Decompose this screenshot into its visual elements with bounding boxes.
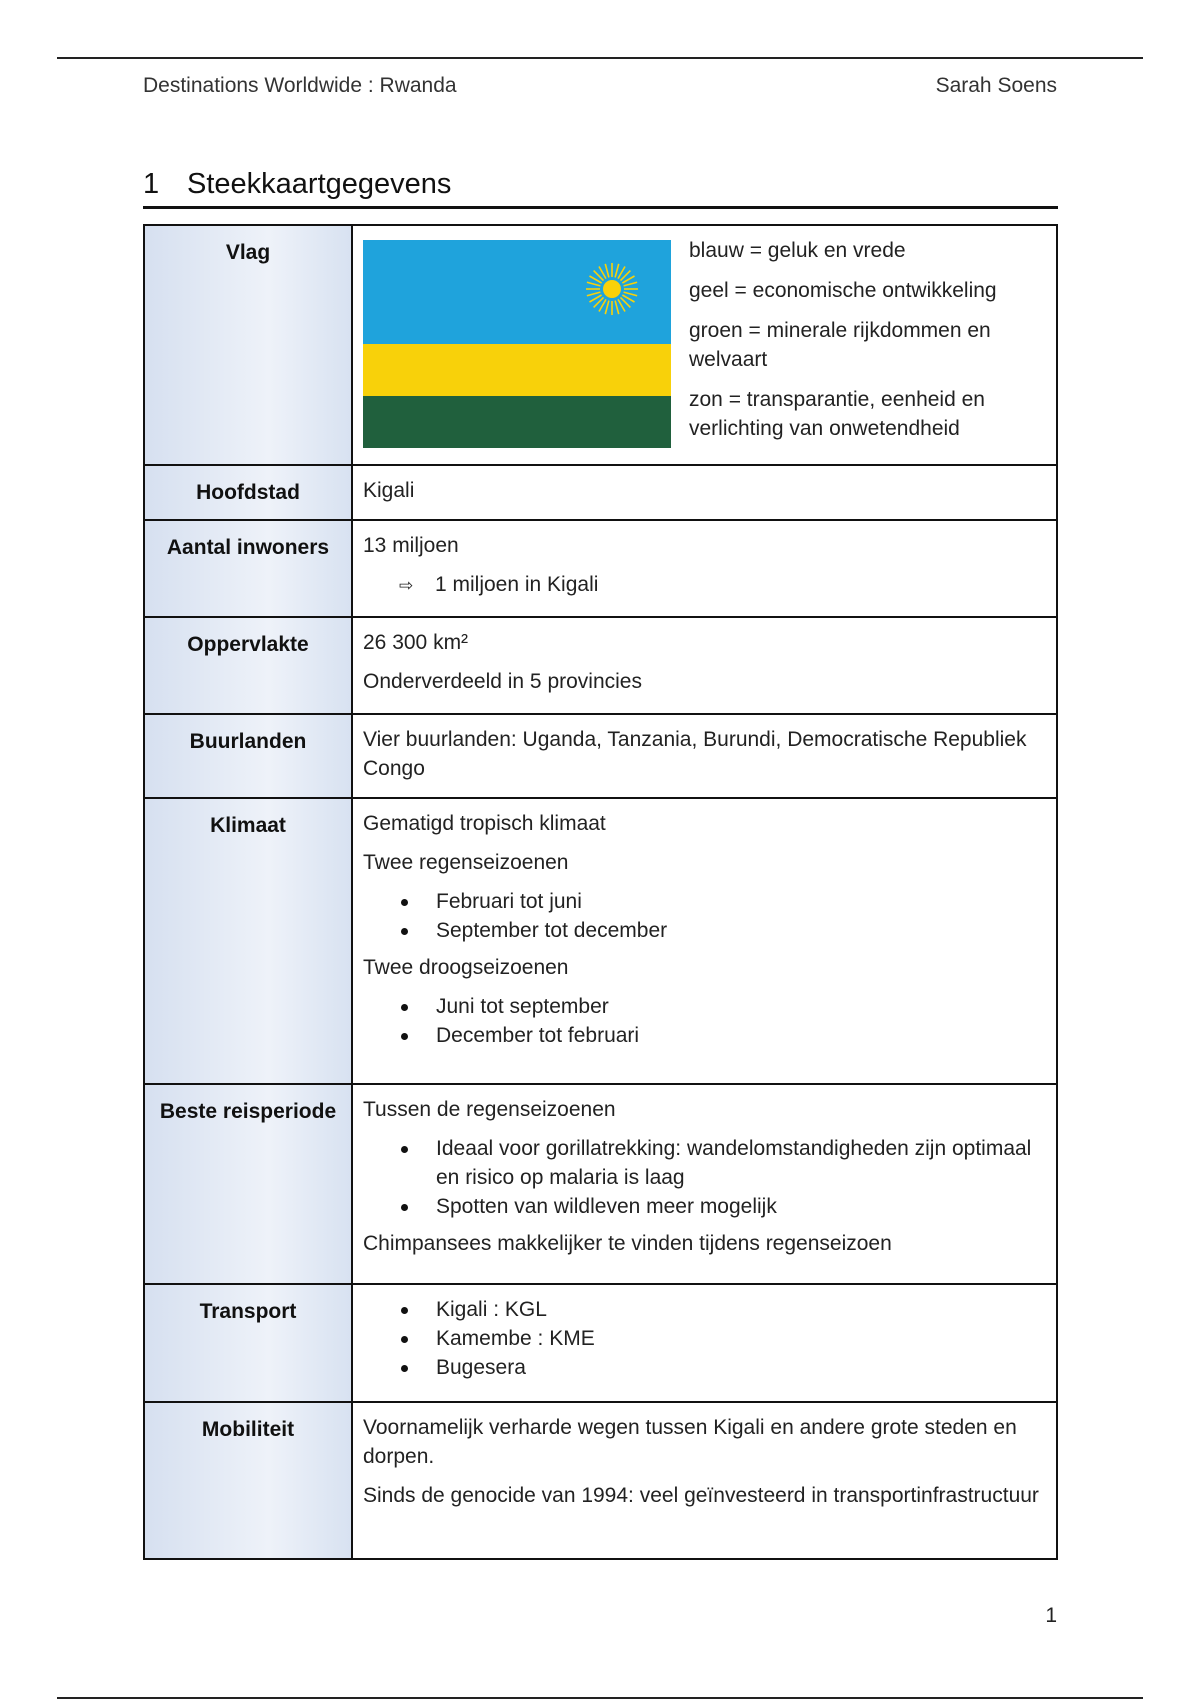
value-reisperiode bbox=[352, 1084, 1057, 1284]
inwoners-sub-text: 1 miljoen in Kigali bbox=[435, 573, 599, 596]
klimaat-rain-title: Twee regenseizoenen bbox=[363, 851, 569, 874]
row-reisperiode bbox=[144, 1084, 1057, 1284]
section-title: Steekkaartgegevens bbox=[187, 168, 452, 200]
label-reisperiode: Beste reisperiode bbox=[144, 1084, 352, 1284]
row-buurlanden bbox=[144, 714, 1057, 798]
flag-meanings bbox=[689, 236, 1046, 454]
list-item: Kigali : KGL bbox=[363, 1295, 1046, 1324]
label-klimaat: Klimaat bbox=[144, 798, 352, 1084]
row-mobiliteit bbox=[144, 1402, 1057, 1559]
value-buurlanden: Vier buurlanden: Uganda, Tanzania, Burundi, Democratische Republiek Congo bbox=[352, 714, 1057, 798]
page-number: 1 bbox=[1045, 1604, 1057, 1627]
top-rule bbox=[57, 57, 1143, 59]
section-number: 1 bbox=[143, 168, 160, 200]
klimaat-dry-list bbox=[363, 992, 1046, 1050]
flag-green-band bbox=[363, 396, 671, 448]
label-inwoners: Aantal inwoners bbox=[144, 520, 352, 617]
inwoners-sub bbox=[363, 570, 1046, 600]
value-vlag bbox=[352, 225, 1057, 465]
section-heading bbox=[143, 168, 1058, 209]
row-inwoners bbox=[144, 520, 1057, 617]
row-hoofdstad bbox=[144, 465, 1057, 520]
rwanda-flag-image bbox=[363, 240, 671, 448]
row-klimaat bbox=[144, 798, 1057, 1084]
flag-yellow-band bbox=[363, 344, 671, 396]
list-item: Ideaal voor gorillatrekking: wandelomstandigheden zijn optimaal en risico op malaria is laag bbox=[363, 1134, 1046, 1192]
flag-meaning-green: groen = minerale rijkdommen en welvaart bbox=[689, 319, 991, 371]
oppervlakte-area: 26 300 km² bbox=[363, 631, 469, 654]
mobiliteit-p2: Sinds de genocide van 1994: veel geïnvesteerd in transportinfrastructuur bbox=[363, 1484, 1039, 1507]
value-hoofdstad: Kigali bbox=[352, 465, 1057, 520]
bottom-rule bbox=[57, 1697, 1143, 1699]
oppervlakte-provinces: Onderverdeeld in 5 provincies bbox=[363, 670, 642, 693]
flag-meaning-sun: zon = transparantie, eenheid en verlichting van onwetendheid bbox=[689, 388, 985, 440]
klimaat-rain-list bbox=[363, 887, 1046, 945]
mobiliteit-p1: Voornamelijk verharde wegen tussen Kigali en andere grote steden en dorpen. bbox=[363, 1416, 1017, 1468]
row-oppervlakte bbox=[144, 617, 1057, 714]
arrow-icon: ⇨ bbox=[399, 576, 414, 595]
value-transport bbox=[352, 1284, 1057, 1402]
reisperiode-outro: Chimpansees makkelijker te vinden tijdens regenseizoen bbox=[363, 1232, 892, 1255]
list-item: Spotten van wildleven meer mogelijk bbox=[363, 1192, 1046, 1221]
flag-meaning-blue: blauw = geluk en vrede bbox=[689, 239, 906, 262]
klimaat-dry-title: Twee droogseizoenen bbox=[363, 956, 569, 979]
value-inwoners bbox=[352, 520, 1057, 617]
list-item: September tot december bbox=[363, 916, 1046, 945]
reisperiode-intro: Tussen de regenseizoenen bbox=[363, 1098, 616, 1121]
value-klimaat bbox=[352, 798, 1057, 1084]
klimaat-intro: Gematigd tropisch klimaat bbox=[363, 812, 606, 835]
list-item: Bugesera bbox=[363, 1353, 1046, 1382]
flag-sun-icon bbox=[585, 262, 639, 316]
transport-list bbox=[363, 1295, 1046, 1382]
value-oppervlakte bbox=[352, 617, 1057, 714]
document-author: Sarah Soens bbox=[935, 74, 1057, 97]
label-transport: Transport bbox=[144, 1284, 352, 1402]
list-item: Juni tot september bbox=[363, 992, 1046, 1021]
flag-meaning-yellow: geel = economische ontwikkeling bbox=[689, 279, 997, 302]
document-title: Destinations Worldwide : Rwanda bbox=[143, 74, 457, 97]
inwoners-total: 13 miljoen bbox=[363, 534, 459, 557]
label-buurlanden: Buurlanden bbox=[144, 714, 352, 798]
row-vlag bbox=[144, 225, 1057, 465]
list-item: Kamembe : KME bbox=[363, 1324, 1046, 1353]
country-fact-table bbox=[143, 224, 1058, 1560]
list-item: Februari tot juni bbox=[363, 887, 1046, 916]
row-transport bbox=[144, 1284, 1057, 1402]
label-oppervlakte: Oppervlakte bbox=[144, 617, 352, 714]
reisperiode-list bbox=[363, 1134, 1046, 1221]
label-vlag: Vlag bbox=[144, 225, 352, 465]
label-mobiliteit: Mobiliteit bbox=[144, 1402, 352, 1559]
label-hoofdstad: Hoofdstad bbox=[144, 465, 352, 520]
list-item: December tot februari bbox=[363, 1021, 1046, 1050]
value-mobiliteit bbox=[352, 1402, 1057, 1559]
